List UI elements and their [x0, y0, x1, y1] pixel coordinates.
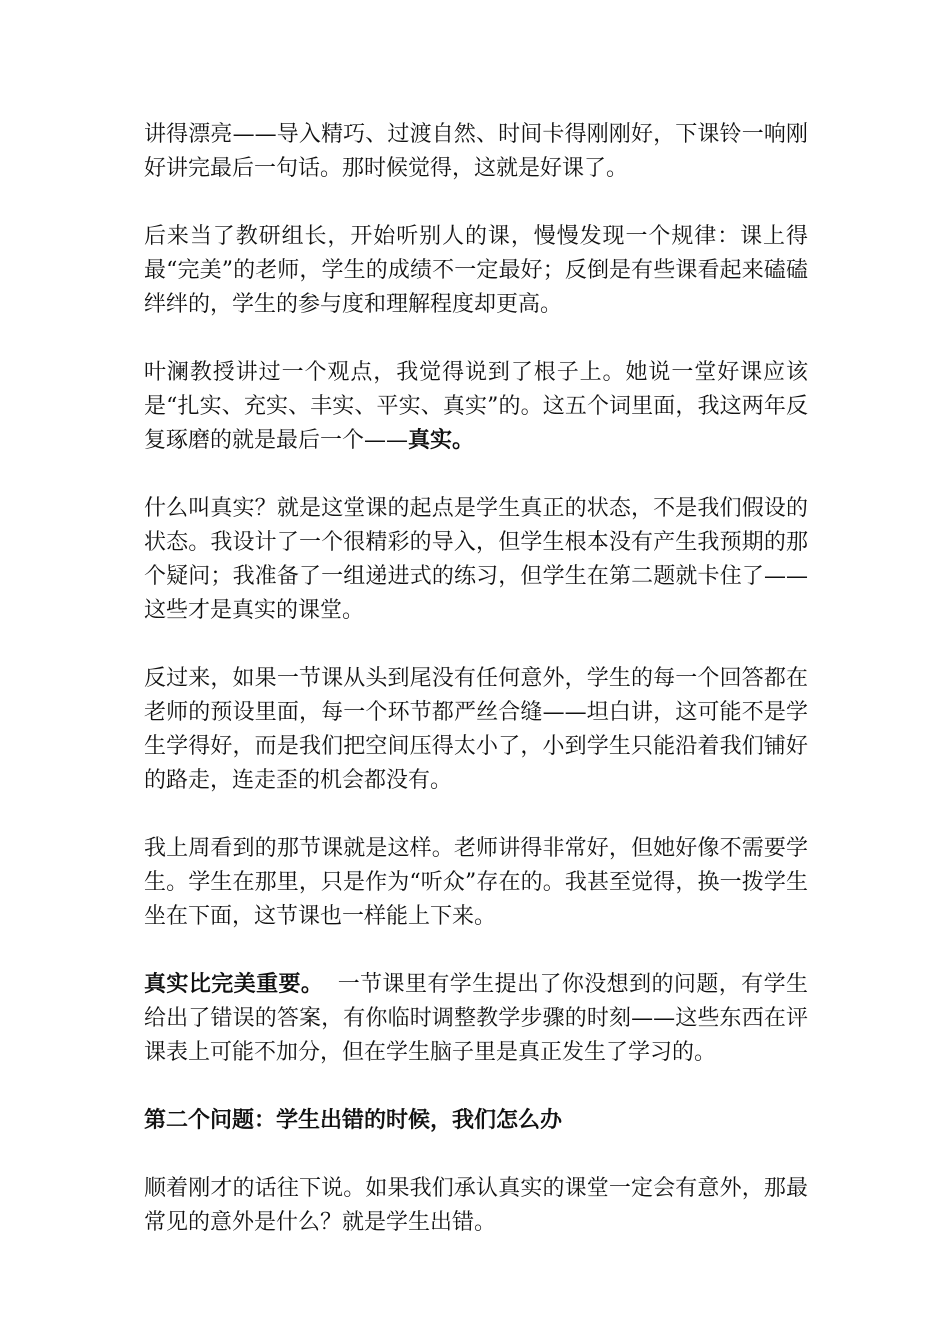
paragraph-7-text: 一节课里有学生提出了你没想到的问题，有学生给出了错误的答案，有你临时调整教学步骤的时刻——这些东西在评课表上可能不加分，但在学生脑子里是真正发生了学习的。 [144, 972, 808, 1065]
document-body [144, 118, 808, 1274]
paragraph-7-lead: 真实比完美重要。 [144, 972, 324, 997]
paragraph-3-text: 叶澜教授讲过一个观点，我觉得说到了根子上。她说一堂好课应该是“扎实、充实、丰实、平实、真实”的。这五个词里面，我这两年反复琢磨的就是最后一个—— [144, 360, 808, 453]
closing-paragraph [144, 1172, 808, 1240]
paragraph-6-text: 我上周看到的那节课就是这样。老师讲得非常好，但她好像不需要学生。学生在那里，只是作为“听众”存在的。我甚至觉得，换一拨学生坐在下面，这节课也一样能上下来。 [144, 836, 808, 929]
paragraph-6 [144, 832, 808, 934]
section-heading: 第二个问题：学生出错的时候，我们怎么办 [144, 1108, 563, 1133]
paragraph-4-text: 什么叫真实？就是这堂课的起点是学生真正的状态，不是我们假设的状态。我设计了一个很精彩的导入，但学生根本没有产生我预期的那个疑问；我准备了一组递进式的练习，但学生在第二题就卡住了——这些才是真实的课堂。 [144, 496, 808, 623]
paragraph-2 [144, 220, 808, 322]
paragraph-2-text: 后来当了教研组长，开始听别人的课，慢慢发现一个规律：课上得最“完美”的老师，学生的成绩不一定最好；反倒是有些课看起来磕磕绊绊的，学生的参与度和理解程度却更高。 [144, 224, 808, 317]
closing-paragraph-text: 顺着刚才的话往下说。如果我们承认真实的课堂一定会有意外，那最常见的意外是什么？就是学生出错。 [144, 1176, 808, 1235]
paragraph-1 [144, 118, 808, 186]
paragraph-4 [144, 492, 808, 628]
paragraph-7 [144, 968, 808, 1070]
paragraph-3 [144, 356, 808, 458]
paragraph-3-emphasis: 真实。 [408, 428, 475, 453]
paragraph-5-text: 反过来，如果一节课从头到尾没有任何意外，学生的每一个回答都在老师的预设里面，每一个环节都严丝合缝——坦白讲，这可能不是学生学得好，而是我们把空间压得太小了，小到学生只能沿着我们铺好的路走，连走歪的机会都没有。 [144, 666, 808, 793]
paragraph-1-text: 讲得漂亮——导入精巧、过渡自然、时间卡得刚刚好，下课铃一响刚好讲完最后一句话。那时候觉得，这就是好课了。 [144, 122, 808, 181]
paragraph-5 [144, 662, 808, 798]
